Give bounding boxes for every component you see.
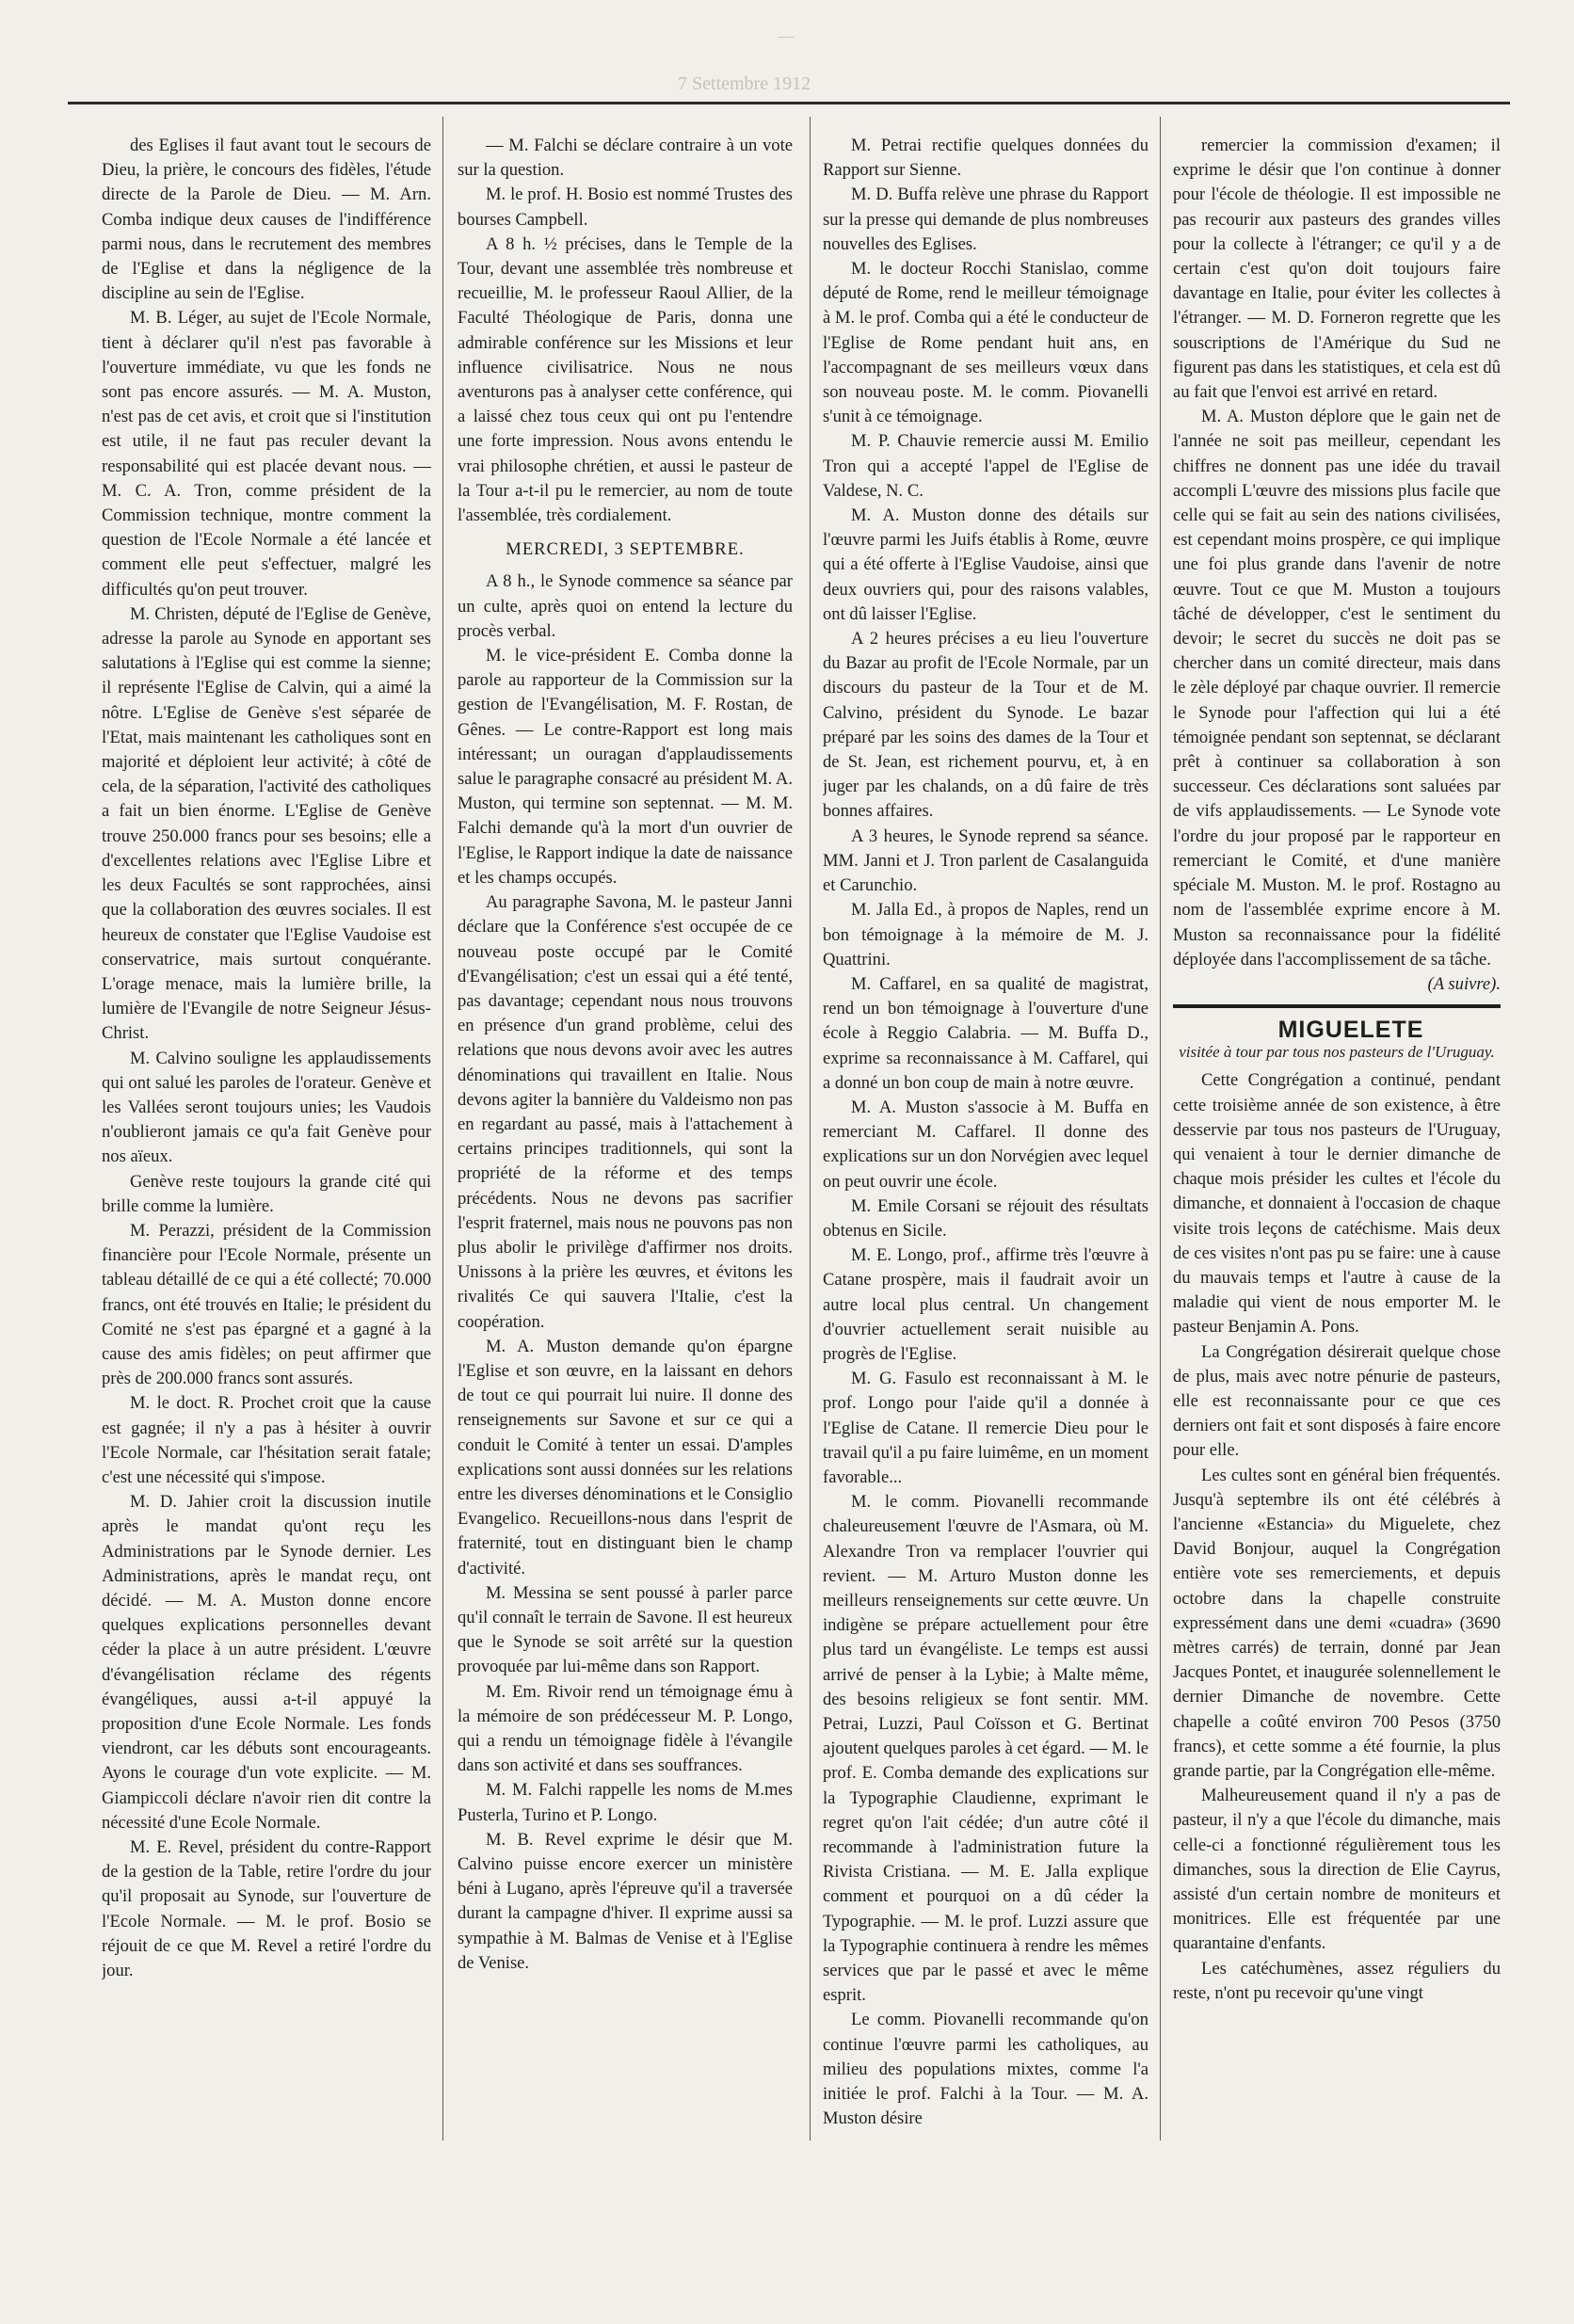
paragraph: La Congrégation désirerait quelque chose de plus, mais avec notre pénurie de pasteurs, elle est reconnaissante pour ce que ces derniers ont fait et sont disposés à faire encore pour elle. <box>1173 1341 1501 1461</box>
paragraph: M. A. Muston donne des détails sur l'œuvre parmi les Juifs établis à Rome, œuvre qui a été offerte à l'Eglise Vaudoise, ainsi que deux ouvriers qui, pour des raisons valables, ont dû laisser l'Eglise. <box>823 505 1148 624</box>
paragraph: M. Emile Corsani se réjouit des résultats obtenus en Sicile. <box>823 1195 1148 1241</box>
paragraph: A 3 heures, le Synode reprend sa séance. MM. Janni et J. Tron parlent de Casalanguida et Carunchio. <box>823 825 1148 896</box>
paragraph: M. B. Revel exprime le désir que M. Calvino puisse encore exercer un ministère béni à Lugano, après l'épreuve qu'il a traversée durant la campagne d'hiver. Il exprime aussi sa sympathie à M. Balmas de Venise et à l'Eglise de Venise. <box>458 1829 793 1973</box>
paragraph: M. A. Muston déplore que le gain net de l'année ne soit pas meilleur, cependant les chiffres ne donnent pas une idée du travail accompli L'œuvre des missions plus facile que celle qui se fait au sein des nations civilisées, est cependant moins prospère, ce qui implique une foi plus grande dans l'avenir de notre œuvre. Tout ce que M. Muston a toujours tâché de développer, c'est le sentiment du devoir; le secret du succès ne doit pas se chercher dans un comité directeur, mais dans le zèle déployé par chaque ouvrier. Il remercie le Synode pour l'affection qui lui a été témoignée pendant son septennat, se déclarant prêt à continuer sa collaboration à son successeur. Ces déclarations sont saluées par de vifs applaudissements. — Le Synode vote l'ordre du jour proposé par le rapporteur en remerciant le Comité, et d'une manière spéciale M. Muston. M. le prof. Rostagno au nom de l'assemblée exprime encore à M. Muston sa reconnaissance pour la fidélité déployée dans l'accomplissement de sa tâche. <box>1173 407 1501 970</box>
paragraph: M. M. Falchi rappelle les noms de M.mes Pusterla, Turino et P. Longo. <box>458 1780 793 1825</box>
paragraph: M. Messina se sent poussé à parler parce qu'il connaît le terrain de Savone. Il est heureux que le Synode se soit arrêté sur la question provoquée par lui-même dans son Rapport. <box>458 1582 793 1677</box>
column-4 <box>1173 134 1501 2148</box>
paragraph: M. A. Muston demande qu'on épargne l'Eglise et son œuvre, en la laissant en dehors de tout ce qui pourrait lui nuire. Il donne des renseignements sur Savone et sur ce qui a conduit le Comité à tenter un essai. D'amples explications sont aussi données sur les relations entre les diverses dénominations et le Consiglio Evangelico. Recueillons-nous dans l'esprit de fraternité, tout en distinguant bien le champ d'activité. <box>458 1336 793 1579</box>
paragraph: Genève reste toujours la grande cité qui brille comme la lumière. <box>102 1171 431 1216</box>
paragraph: M. Christen, député de l'Eglise de Genève, adresse la parole au Synode en apportant ses salutations à l'Eglise qui est comme la sienne; il représente l'Eglise de Calvin, qui a aimé la nôtre. L'Eglise de Genève s'est séparée de l'Etat, mais maintenant les catholiques sont en majorité et déploient leur activité; à côté de cela, de la séparation, l'activité des catholiques a fait un bien énorme. L'Eglise de Genève trouve 250.000 francs pour ses besoins; elle a d'excellentes relations avec l'Eglise Libre et les deux Facultés se sont rapprochées, ainsi que la collaboration des œuvres sociales. Il est heureux de constater que l'Eglise Vaudoise est conservatrice, mais surtout conquérante. L'orage menace, mais la lumière brille, la lumière de l'Evangile de notre Seigneur Jésus-Christ. <box>102 603 431 1044</box>
faint-header-text: 7 Settembre 1912 <box>678 73 811 94</box>
paragraph: M. D. Jahier croit la discussion inutile après le mandat qu'ont reçu les Administrations par le Synode dernier. Les Administrations, après le mandat reçu, ont décidé. — M. A. Muston donne encore quelques explications personnelles devant céder la place à un autre président. L'œuvre d'évangélisation réclame des régents évangéliques, aussi a-t-il appuyé la proposition d'une Ecole Normale. Les fonds viendront, car les débuts sont encourageants. Ayons le courage d'un vote explicite. — M. Giampiccoli déclare n'avoir rien dit contre la nécessité d'une Ecole Normale. <box>102 1492 431 1833</box>
article-title: MIGUELETE <box>1277 1017 1424 1044</box>
paragraph: M. P. Chauvie remercie aussi M. Emilio Tron qui a accepté l'appel de l'Eglise de Valdese, N. C. <box>823 431 1148 501</box>
paragraph: M. le docteur Rocchi Stanislao, comme député de Rome, rend le meilleur témoignage à M. le prof. Comba qui a été le conducteur de l'Eglise de Rome pendant huit ans, en l'accompagnant de ses meilleurs vœux dans son nouveau poste. M. le comm. Piovanelli s'unit à ce témoignage. <box>823 259 1148 427</box>
paragraph: A 8 h., le Synode commence sa séance par un culte, après quoi on entend la lecture du procès verbal. <box>458 571 793 641</box>
paragraph: M. E. Longo, prof., affirme très l'œuvre à Catane prospère, mais il faudrait avoir un autre local plus central. Un changement d'ouvrier actuellement serait nuisible au progrès de l'Eglise. <box>823 1245 1148 1364</box>
article-separator <box>1173 1004 1501 1008</box>
paragraph: M. le prof. H. Bosio est nommé Trustes des bourses Campbell. <box>458 184 793 230</box>
section-heading: MERCREDI, 3 SEPTEMBRE. <box>506 539 745 560</box>
column-2 <box>458 134 793 2148</box>
paragraph: M. le doct. R. Prochet croit que la cause est gagnée; il n'y a pas à hésiter à ouvrir l'Ecole Normale, car l'hésitation serait fatale; c'est une nécessité qui s'impose. <box>102 1393 431 1487</box>
column-divider <box>1160 117 1161 2140</box>
paragraph: M. E. Revel, président du contre-Rapport de la gestion de la Table, retire l'ordre du jour qu'il proposait au Synode, sur l'ouverture de l'Ecole Normale. — M. le prof. Bosio se réjouit de ce que M. Revel a retiré l'ordre du jour. <box>102 1837 431 1981</box>
paragraph: M. le comm. Piovanelli recommande chaleureusement l'œuvre de l'Asmara, où M. Alexandre Tron va remplacer l'ouvrier qui revient. — M. Arturo Muston donne les meilleurs renseignements sur cette œuvre. Un indigène se prépare actuellement pour être plus tard un évangéliste. Le temps est aussi arrivé de penser à la Lybie; à Malte même, des besoins religieux se font sentir. MM. Petrai, Luzzi, Paul Coïsson et G. Bertinat ajoutent quelques paroles à cet égard. — M. le prof. E. Comba demande des explications sur la Typographie Claudienne, exprimant le regret qu'on l'ait cédée; d'un autre côté il recommande à l'administration future la Rivista Cristiana. — M. E. Jalla explique comment et pourquoi on a dû céder la Typographie. — M. le prof. Luzzi assure que la Typographie continuera à rendre les mêmes services que par le passé et avec le même esprit. <box>823 1492 1148 2006</box>
column-divider <box>810 117 811 2140</box>
paragraph: M. G. Fasulo est reconnaissant à M. le prof. Longo pour l'aide qu'il a donnée à l'Eglise de Catane. Il remercie Dieu pour le travail qu'il a pu faire luimême, en un moment favorable... <box>823 1369 1148 1487</box>
column-1 <box>102 134 431 2148</box>
paragraph: M. Jalla Ed., à propos de Naples, rend un bon témoignage à la mémoire de M. J. Quattrini. <box>823 900 1148 970</box>
paragraph: Cette Congrégation a continué, pendant cette troisième année de son existence, à être desservie par tous nos pasteurs de l'Uruguay, qui venaient à tour le dernier dimanche de chaque mois présider les cultes et l'école du dimanche, et donnaient à l'occasion de chaque visite trois leçons de catéchisme. Mais deux de ces visites n'ont pas pu se faire: une à cause du mauvais temps et l'autre à cause de la maladie qui vient de nous emporter M. le pasteur Benjamin A. Pons. <box>1173 1070 1501 1338</box>
page-mark: — <box>778 26 795 45</box>
paragraph: M. B. Léger, au sujet de l'Ecole Normale, tient à déclarer qu'il n'est pas favorable à l'ouverture immédiate, vu que les fonds ne sont pas encore assurés. — M. A. Muston, n'est pas de cet avis, et croit que si l'institution est utile, il ne faut pas reculer devant la responsabilité qui est placée devant nous. — M. C. A. Tron, comme président de la Commission technique, montre comment la question de l'Ecole Normale a été lancée et comment elle peut s'effectuer, malgré les difficultés qu'on peut trouver. <box>102 308 431 600</box>
article-subtitle: visitée à tour par tous nos pasteurs de l'Uruguay. <box>1179 1043 1495 1062</box>
paragraph: M. le vice-président E. Comba donne la parole au rapporteur de la Commission sur la gestion de l'Evangélisation, M. F. Rostan, de Gênes. — Le contre-Rapport est long mais intéressant; un ouragan d'applaudissements salue le paragraphe consacré au président M. A. Muston, qui termine son septennat. — M. M. Falchi demande qu'à la mort d'un ouvrier de l'Eglise, le Rapport indique la date de naissance et les champs occupés. <box>458 646 793 888</box>
paragraph: M. Em. Rivoir rend un témoignage ému à la mémoire de son prédécesseur M. P. Longo, qui a rendu un témoignage fidèle à l'évangile dans son activité et dans ses souffrances. <box>458 1681 793 1776</box>
column-3 <box>823 134 1148 2148</box>
paragraph: Les cultes sont en général bien fréquentés. Jusqu'à septembre ils ont été célébrés à l'ancienne «Estancia» du Miguelete, chez David Bonjour, auquel la Congrégation entière vote ses remerciements, et depuis octobre dans la chapelle construite expressément dans une demi «cuadra» (3690 mètres carrés) de terrain, donné par Jean Jacques Pontet, et inaugurée solennellement le dernier Dimanche de novembre. Cette chapelle a coûté environ 700 Pesos (3750 francs), et cette somme a été fournie, la plus grande partie, par la Congrégation elle-même. <box>1173 1465 1501 1781</box>
paragraph: M. D. Buffa relève une phrase du Rapport sur la presse qui demande de plus nombreuses nouvelles des Eglises. <box>823 184 1148 254</box>
paragraph: A 8 h. ½ précises, dans le Temple de la Tour, devant une assemblée très nombreuse et recueillie, M. le professeur Raoul Allier, de la Faculté Théologique de Paris, donna une admirable conférence sur les Missions et leur influence civilisatrice. Nous ne nous aventurons pas à analyser cette conférence, qui a laissé chez tous ceux qui ont pu l'entendre une forte impression. Nous avons entendu le vrai philosophe chrétien, et aussi le pasteur de la Tour a-t-il pu le remercier, au nom de toute l'assemblée, très cordialement. <box>458 233 793 526</box>
paragraph: M. Calvino souligne les applaudissements qui ont salué les paroles de l'orateur. Genève et les Vallées seront toujours unies; les Vaudois n'oublieront jamais ce qu'a fait Genève pour nos aïeux. <box>102 1048 431 1167</box>
paragraph: remercier la commission d'examen; il exprime le désir que l'on continue à donner pour l'école de théologie. Il est impossible ne pas recourir aux pasteurs des grandes villes pour la collecte à l'étranger; ce qu'il y a de certain c'est qu'on doit toujours faire davantage en Italie, pour éviter les collectes à l'étranger. — M. D. Forneron regrette que les souscriptions de l'Amérique du Sud ne figurent pas dans les statistiques, et cela est dû au fait que l'envoi est arrivé en retard. <box>1173 136 1501 403</box>
paragraph: M. Caffarel, en sa qualité de magistrat, rend un bon témoignage à l'ouverture d'une école à Reggio Calabria. — M. Buffa D., exprime sa reconnaissance à M. Caffarel, qui a donné un bon coup de main à notre œuvre. <box>823 973 1148 1093</box>
paragraph: A 2 heures précises a eu lieu l'ouverture du Bazar au profit de l'Ecole Normale, par un discours du pasteur de la Tour et de M. Calvino, président du Synode. Le bazar préparé par les soins des dames de la Tour et de St. Jean, est richement pourvu, et, à en juger par les chalands, on a dû faire de très bonnes affaires. <box>823 629 1148 822</box>
paragraph: M. A. Muston s'associe à M. Buffa en remerciant M. Caffarel. Il donne des explications sur un don Norvégien avec lequel on peut ouvrir une école. <box>823 1097 1148 1192</box>
paragraph: M. Petrai rectifie quelques données du Rapport sur Sienne. <box>823 136 1148 181</box>
paragraph: Le comm. Piovanelli recommande qu'on continue l'œuvre parmi les catholiques, au milieu des populations mixtes, comme l'a initiée le prof. Falchi à la Tour. — M. A. Muston désire <box>823 2010 1148 2129</box>
top-rule <box>68 102 1510 104</box>
paragraph: Les catéchumènes, assez réguliers du reste, n'ont pu recevoir qu'une vingt <box>1173 1958 1501 2003</box>
paragraph: M. Perazzi, président de la Commission financière pour l'Ecole Normale, présente un tableau détaillé de ce qui a été collecté; 70.000 francs, ont été trouvés en Italie; le président du Comité ne s'est pas épargné et a gagné à la cause des amis fidèles; on peut affirmer que près de 200.000 francs sont assurés. <box>102 1220 431 1389</box>
paragraph: des Eglises il faut avant tout le secours de Dieu, la prière, le concours des fidèles, l'étude directe de la Parole de Dieu. — M. Arn. Comba indique deux causes de l'indifférence parmi nous, dans le recrutement des membres de l'Eglise et dans la négligence de la discipline au sein de l'Eglise. <box>102 136 431 304</box>
column-divider <box>442 117 443 2140</box>
paragraph: Au paragraphe Savona, M. le pasteur Janni déclare que la Conférence s'est occupée de ce nouveau poste occupé par le Comité d'Evangélisation; c'est un essai qui a été tenté, pas davantage; cependant nous nous trouvons en présence d'un grand problème, celui des relations que nous devons avoir avec les autres dénominations qui travaillent en Italie. Nous devons agiter la bannière du Valdeismo non pas en regardant au passé, mais à l'attachement à certains principes traditionnels, qui sont la propriété de la réforme et des temps précédents. Nous ne devons pas sacrifier l'esprit fraternel, mais nous ne pouvons pas non plus abolir le privilège d'affirmer nos droits. Unissons à la prière les œuvres, et évitons les rivalités Ce qui sauvera l'Italie, c'est la coopération. <box>458 892 793 1332</box>
to-be-continued: (A suivre). <box>1427 973 1501 994</box>
paragraph: Malheureusement quand il n'y a pas de pasteur, il n'y a que l'école du dimanche, mais celle-ci a fonctionné régulièrement tous les dimanches, sous la direction de Elie Cayrus, assisté d'un certain nombre de moniteurs et monitrices. Elle est fréquentée par une quarantaine d'enfants. <box>1173 1786 1501 1954</box>
paragraph: — M. Falchi se déclare contraire à un vote sur la question. <box>458 136 793 181</box>
